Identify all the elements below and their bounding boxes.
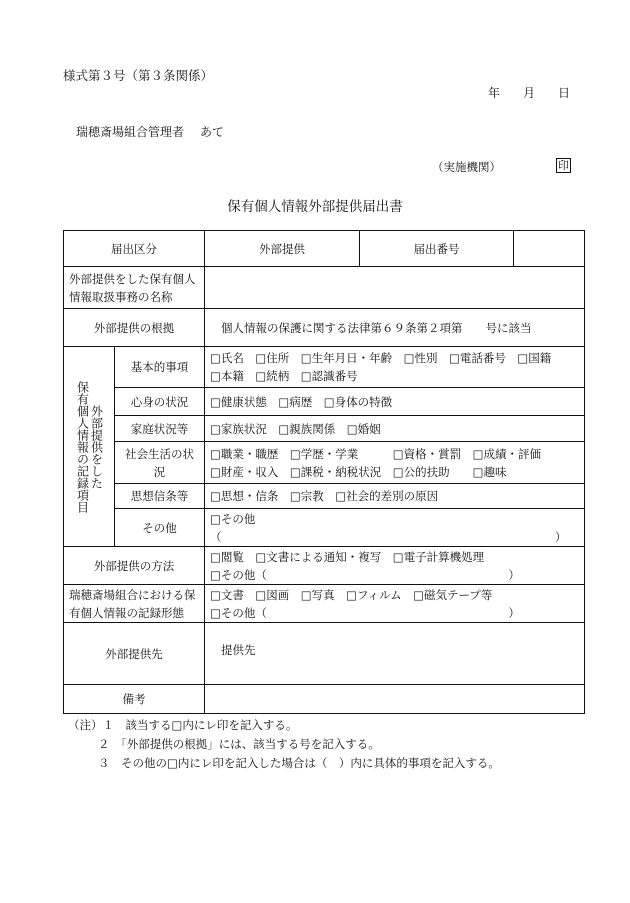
form-number: 様式第３号（第３条関係） [63,68,214,83]
office-label-line2: 情報取扱事務の名称 [69,289,173,304]
method-options-line2[interactable]: □その他（ ） [210,567,520,582]
remarks-label: 備考 [64,685,205,714]
belief-label: 思想信条等 [115,484,205,509]
row-other [64,509,585,547]
method-options[interactable] [205,547,585,585]
other-options[interactable] [205,509,585,547]
category-value[interactable]: 外部提供 [205,231,360,267]
row-remarks [64,685,585,714]
record-form-options-line1[interactable]: □文書 □図画 □写真 □フィルム □磁気テープ等 [210,587,493,602]
row-social [64,442,585,484]
addressee-suffix: あて [200,125,225,139]
basic-options-line1[interactable]: □氏名 □住所 □生年月日・年齢 □性別 □電話番号 □国籍 [210,351,552,365]
social-options-line2[interactable]: □財産・収入 □課税・納税状況 □公的扶助 □趣味 [210,464,507,479]
mind-options[interactable]: □健康状態 □病歴 □身体の特徴 [205,388,585,416]
date-year: 年 [488,86,501,100]
basic-options-line2[interactable]: □本籍 □続柄 □認識番号 [210,369,358,383]
row-basic [64,347,585,388]
belief-options[interactable]: □思想・信条 □宗教 □社会的差別の原因 [205,484,585,509]
record-form-label [64,585,205,623]
remarks-field[interactable] [205,685,585,714]
method-label: 外部提供の方法 [64,547,205,585]
recipient-field[interactable]: 提供先 [205,623,585,685]
record-form-options[interactable] [205,585,585,623]
date-month: 月 [523,86,536,100]
note-1: （注）１ 該当する□内にレ印を記入する。 [68,718,298,732]
basic-options[interactable] [205,347,585,388]
addressee [76,123,224,140]
other-options-line1[interactable]: □その他 [210,511,256,526]
basis-field[interactable]: 個人情報の保護に関する法律第６９条第２項第 号に該当 [205,309,585,347]
family-options[interactable]: □家族状況 □親族関係 □婚姻 [205,416,585,442]
record-items-col2: 保有個人情報の記録項目 [75,380,90,513]
note-2: ２ 「外部提供の根拠」には、該当する号を記入する。 [98,737,380,751]
note-3: ３ その他の□内にレ印を記入した場合は（ ）内に具体的事項を記入する。 [98,756,500,770]
office-field[interactable] [205,267,585,309]
number-label: 届出番号 [360,231,514,267]
row-office [64,267,585,309]
record-form-options-line2[interactable]: □その他（ ） [210,605,520,620]
number-field[interactable] [514,231,585,267]
record-items-col1: 外部提供をした [89,404,104,489]
record-items-label [64,347,115,547]
basis-label: 外部提供の根拠 [64,309,205,347]
addressee-name: 瑞穂斎場組合管理者 [76,125,185,139]
family-label: 家庭状況等 [115,416,205,442]
row-category [64,231,585,267]
document-title: 保有個人情報外部提供届出書 [227,199,403,215]
row-recipient [64,623,585,685]
row-belief [64,484,585,509]
social-options-line1[interactable]: □職業・職歴 □学歴・学業 □資格・賞罰 □成績・評価 [210,446,541,461]
report-form-table [63,230,585,714]
row-record-form [64,585,585,623]
social-label: 社会生活の状況 [115,442,205,484]
recipient-label: 外部提供先 [64,623,205,685]
other-options-line2[interactable]: （ ） [210,529,567,544]
record-items-vertical [69,381,109,513]
implementing-agency: （実施機関） [432,160,501,174]
row-method [64,547,585,585]
row-family [64,416,585,442]
office-label-line1: 外部提供をした保有個人 [69,271,196,286]
office-label [64,267,205,309]
other-label: その他 [115,509,205,547]
row-mind [64,388,585,416]
mind-label: 心身の状況 [115,388,205,416]
category-label: 届出区分 [64,231,205,267]
social-options[interactable] [205,442,585,484]
basic-label: 基本的事項 [115,347,205,388]
record-form-label-line1: 瑞穂斎場組合における保 [69,587,196,602]
seal-mark: 印 [558,159,569,172]
record-form-label-line2: 有個人情報の記録形態 [69,605,184,620]
date-day: 日 [558,86,571,100]
notes [68,716,500,773]
row-basis [64,309,585,347]
method-options-line1[interactable]: □閲覧 □文書による通知・複写 □電子計算機処理 [210,549,485,564]
